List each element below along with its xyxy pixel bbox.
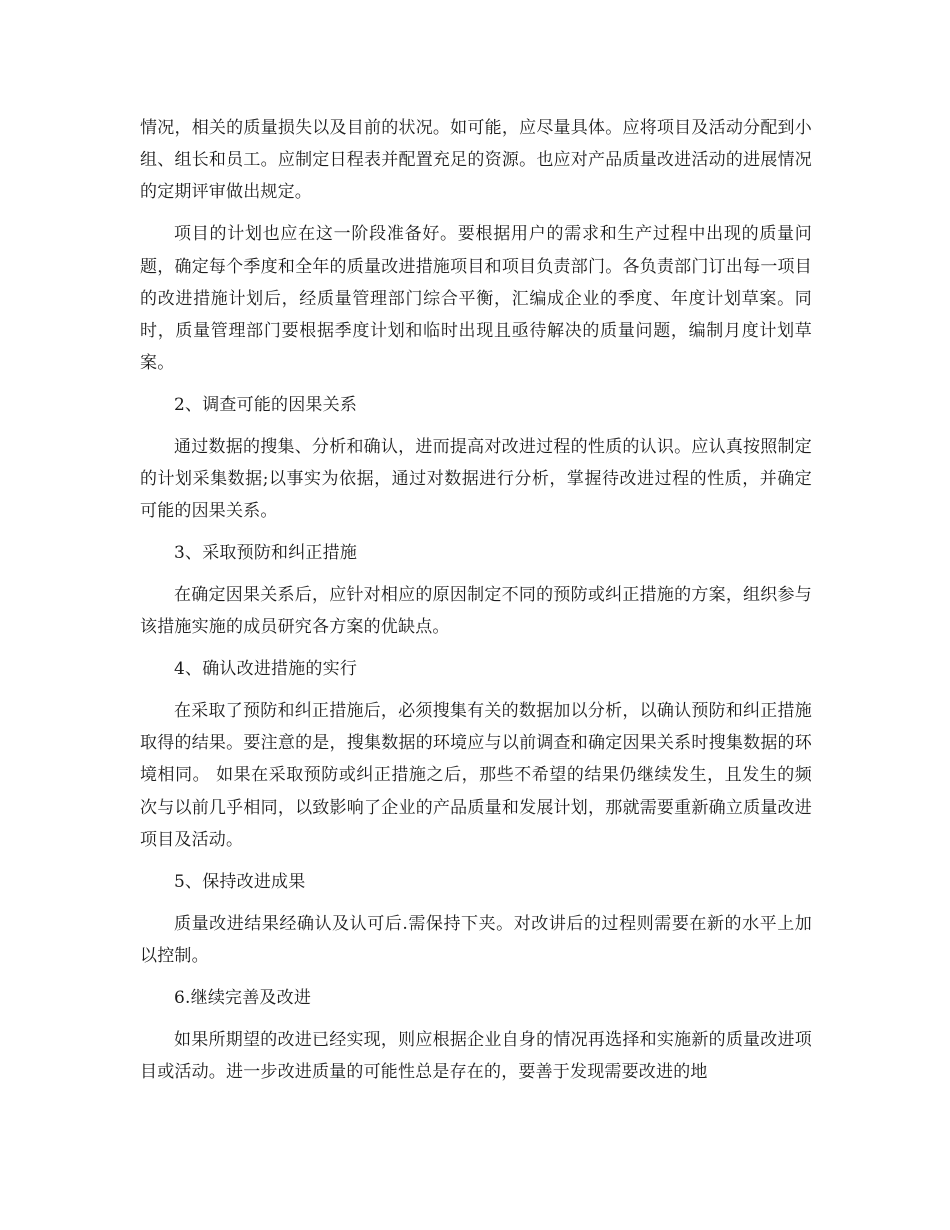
paragraph-continuation: 情况，相关的质量损失以及目前的状况。如可能，应尽量具体。应将项目及活动分配到小组、组长和员工。应制定日程表并配置充足的资源。也应对产品质量改进活动的进展情况的定期评审做出规定。: [140, 118, 812, 203]
section-heading-3: 3、采取预防和纠正措施: [174, 543, 358, 564]
paragraph-continue-improvement: 如果所期望的改进已经实现，则应根据企业自身的情况再选择和实施新的质量改进项目或活动。进一步改进质量的可能性总是存在的，要善于发现需要改进的地: [140, 1029, 812, 1082]
section-heading-5: 5、保持改进成果: [174, 871, 306, 892]
paragraph-investigate-causes: 通过数据的搜集、分析和确认，进而提高对改进过程的性质的认识。应认真按照制定的计划采集数据;以事实为依据，通过对数据进行分析，掌握待改进过程的性质，并确定可能的因果关系。: [140, 436, 812, 522]
paragraph-corrective-measures: 在确定因果关系后，应针对相应的原因制定不同的预防或纠正措施的方案，组织参与该措施实施的成员研究各方案的优缺点。: [140, 585, 812, 638]
paragraph-project-plan: 项目的计划也应在这一阶段准备好。要根据用户的需求和生产过程中出现的质量问题，确定每个季度和全年的质量改进措施项目和项目负责部门。各负责部门订出每一项目的改进措施计划后，经质量管理部门综合平衡，汇编成企业的季度、年度计划草案。同时，质量管理部门要根据季度计划和临时出现且亟待解决的质量问题，编制月度计划草案。: [140, 224, 812, 374]
document-page: [140, 112, 812, 1098]
section-heading-4: 4、确认改进措施的实行: [174, 659, 358, 680]
paragraph-maintain-results: 质量改进结果经确认及认可后.需保持下夹。对改讲后的过程则需要在新的水平上加以控制。: [140, 913, 812, 966]
section-heading-2: 2、调查可能的因果关系: [174, 395, 358, 415]
paragraph-confirm-implementation: 在采取了预防和纠正措施后，必须搜集有关的数据加以分析，以确认预防和纠正措施取得的结果。要注意的是，搜集数据的环境应与以前调查和确定因果关系时搜集数据的环境相同。 如果在采取预防或纠正措施之后，那些不希望的结果仍继续发生，且发生的频次与以前几乎相同，以致影响了企业的产品质量和发展计划，那就需要重新确立质量改进项目及活动。: [140, 701, 812, 850]
section-heading-6: 6.继续完善及改进: [174, 987, 312, 1008]
